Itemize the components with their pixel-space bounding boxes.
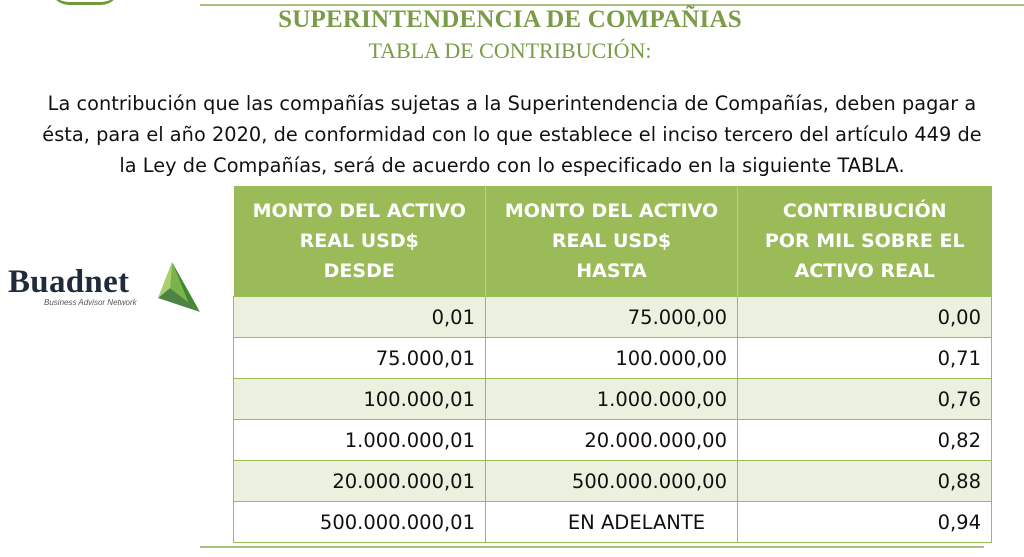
logo-tagline: Business Advisor Network (44, 298, 137, 307)
header-line: MONTO DEL ACTIVO (504, 200, 719, 222)
cell-hasta: 75.000,00 (486, 297, 738, 338)
buadnet-logo (8, 258, 198, 318)
logo-name: Buadnet (8, 264, 130, 300)
bottom-divider (200, 546, 984, 548)
table-header-row (234, 186, 992, 297)
cell-hasta: 1.000.000,00 (486, 379, 738, 420)
cell-desde: 100.000,01 (234, 379, 486, 420)
header-hasta (486, 186, 738, 297)
cell-contribucion: 0,76 (738, 379, 992, 420)
header-desde (234, 186, 486, 297)
cell-contribucion: 0,94 (738, 502, 992, 543)
header-line: REAL USD$ (551, 230, 672, 252)
header-line: MONTO DEL ACTIVO (252, 200, 466, 222)
header-line: HASTA (576, 260, 647, 282)
page-title: SUPERINTENDENCIA DE COMPAÑIAS (278, 6, 742, 33)
cell-contribucion: 0,00 (738, 297, 992, 338)
cell-desde: 20.000.000,01 (234, 461, 486, 502)
table-row (234, 338, 992, 379)
cell-desde: 75.000,01 (234, 338, 486, 379)
cell-contribucion: 0,88 (738, 461, 992, 502)
table-row (234, 297, 992, 338)
table-row (234, 502, 992, 543)
intro-line: ésta, para el año 2020, de conformidad con lo que establece el inciso tercero del artículo 449 de (42, 123, 982, 146)
header-contribucion (738, 186, 992, 297)
table-row (234, 379, 992, 420)
header-line: CONTRIBUCIÓN (782, 200, 947, 222)
cell-hasta: 20.000.000,00 (486, 420, 738, 461)
table-row (234, 420, 992, 461)
table-row (234, 461, 992, 502)
corner-decoration (50, 0, 120, 5)
contribution-table (233, 186, 992, 543)
cell-contribucion: 0,71 (738, 338, 992, 379)
cell-hasta: EN ADELANTE (486, 502, 738, 543)
cell-contribucion: 0,82 (738, 420, 992, 461)
intro-line: la Ley de Compañías, será de acuerdo con lo especificado en la siguiente TABLA. (119, 154, 905, 177)
cell-desde: 0,01 (234, 297, 486, 338)
header-line: DESDE (323, 260, 395, 282)
cell-desde: 1.000.000,01 (234, 420, 486, 461)
cell-desde: 500.000.000,01 (234, 502, 486, 543)
header-line: ACTIVO REAL (794, 260, 935, 282)
cell-hasta: 100.000,00 (486, 338, 738, 379)
logo-arrow-icon (148, 258, 204, 316)
intro-paragraph (8, 88, 1016, 181)
header-line: POR MIL SOBRE EL (764, 230, 965, 252)
intro-line: La contribución que las compañías sujetas a la Superintendencia de Compañías, deben pagar a (47, 92, 977, 115)
page-subtitle: TABLA DE CONTRIBUCIÓN: (368, 38, 652, 63)
header-line: REAL USD$ (299, 230, 419, 252)
cell-hasta: 500.000.000,00 (486, 461, 738, 502)
